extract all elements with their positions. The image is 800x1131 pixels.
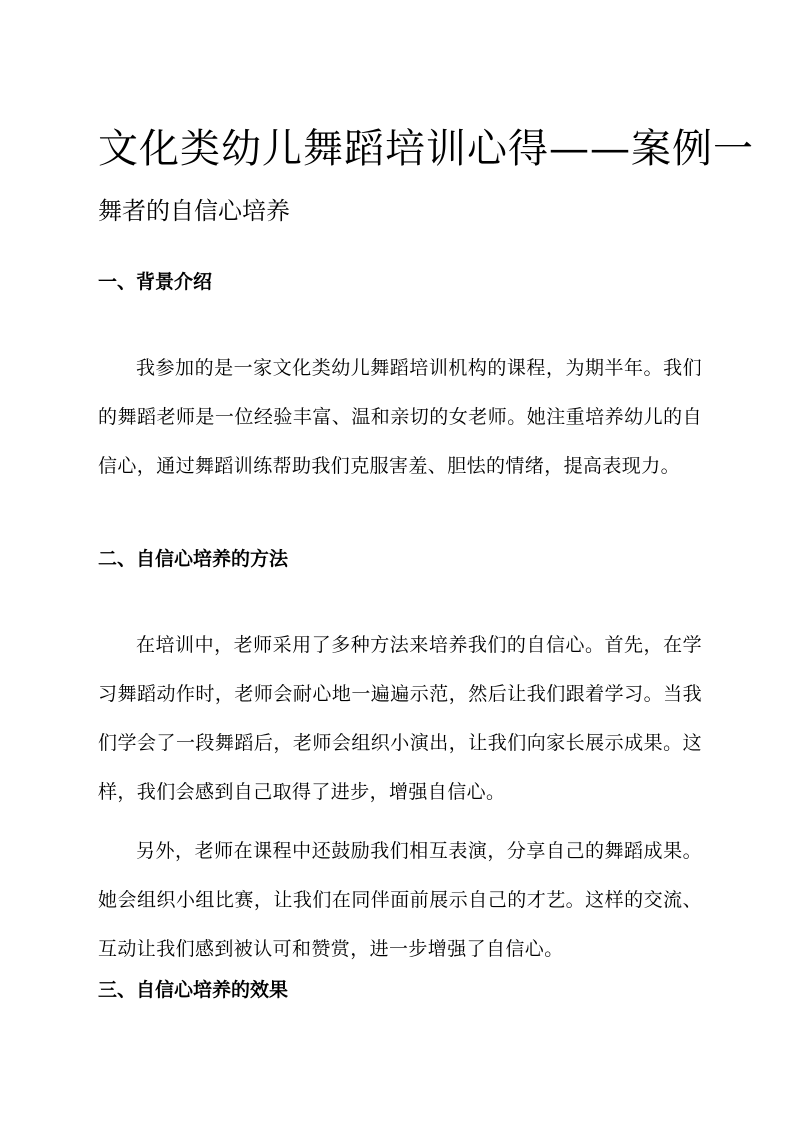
paragraph-background: 我参加的是一家文化类幼儿舞蹈培训机构的课程，为期半年。我们的舞蹈老师是一位经验丰富、温和亲切的女老师。她注重培养幼儿的自信心，通过舞蹈训练帮助我们克服害羞、胆怯的情绪，提高表现力。 <box>98 357 702 477</box>
section-heading-methods: 二、自信心培养的方法 <box>98 548 289 570</box>
document-title: 文化类幼儿舞蹈培训心得——案例一 <box>98 125 754 172</box>
paragraph-methods-1: 在培训中，老师采用了多种方法来培养我们的自信心。首先，在学习舞蹈动作时，老师会耐心地一遍遍示范，然后让我们跟着学习。当我们学会了一段舞蹈后，老师会组织小演出，让我们向家长展示成果。这样，我们会感到自己取得了进步，增强自信心。 <box>98 634 702 803</box>
paragraph-methods-2: 另外，老师在课程中还鼓励我们相互表演，分享自己的舞蹈成果。她会组织小组比赛，让我们在同伴面前展示自己的才艺。这样的交流、互动让我们感到被认可和赞赏，进一步增强了自信心。 <box>98 840 702 960</box>
section-heading-effects: 三、自信心培养的效果 <box>98 979 289 1001</box>
document-subtitle: 舞者的自信心培养 <box>98 197 290 225</box>
section-heading-background: 一、背景介绍 <box>98 271 213 293</box>
